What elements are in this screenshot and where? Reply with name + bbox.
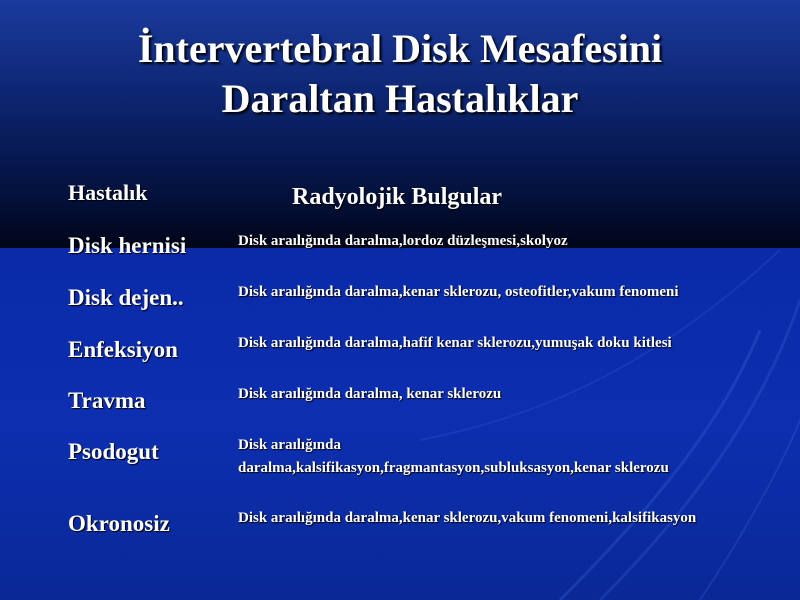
row-findings-okronosiz: Disk araılığında daralma,kenar sklerozu,vakum fenomeni,kalsifikasyon (238, 510, 697, 526)
row-disease-travma: Travma (68, 388, 146, 413)
column-header-disease: Hastalık (68, 180, 148, 205)
column-header-findings: Radyolojik Bulgular (292, 184, 503, 210)
row-disease-okronosiz: Okronosiz (68, 511, 170, 536)
slide-title (0, 24, 800, 124)
row-findings-disk-dejen: Disk araılığında daralma,kenar sklerozu, osteofitler,vakum fenomeni (238, 284, 679, 300)
row-findings-travma: Disk araılığında daralma, kenar sklerozu (238, 386, 502, 402)
slide-title-line-2: Daraltan Hastalıklar (221, 76, 579, 121)
row-disease-psodogut: Psodogut (68, 439, 159, 464)
row-findings-psodogut: Disk araılığında daralma,kalsifikasyon,fragmantasyon,subluksasyon,kenar sklerozu (238, 437, 669, 476)
row-disease-enfeksiyon: Enfeksiyon (68, 337, 178, 362)
row-disease-disk-hernisi: Disk hernisi (68, 233, 187, 258)
slide-title-line-1: İntervertebral Disk Mesafesini (137, 26, 663, 71)
row-findings-enfeksiyon: Disk araılığında daralma,hafif kenar sklerozu,yumuşak doku kitlesi (238, 335, 672, 351)
row-findings-disk-hernisi: Disk araılığında daralma,lordoz düzleşmesi,skolyoz (238, 233, 568, 249)
row-disease-disk-dejen: Disk dejen.. (68, 285, 184, 310)
